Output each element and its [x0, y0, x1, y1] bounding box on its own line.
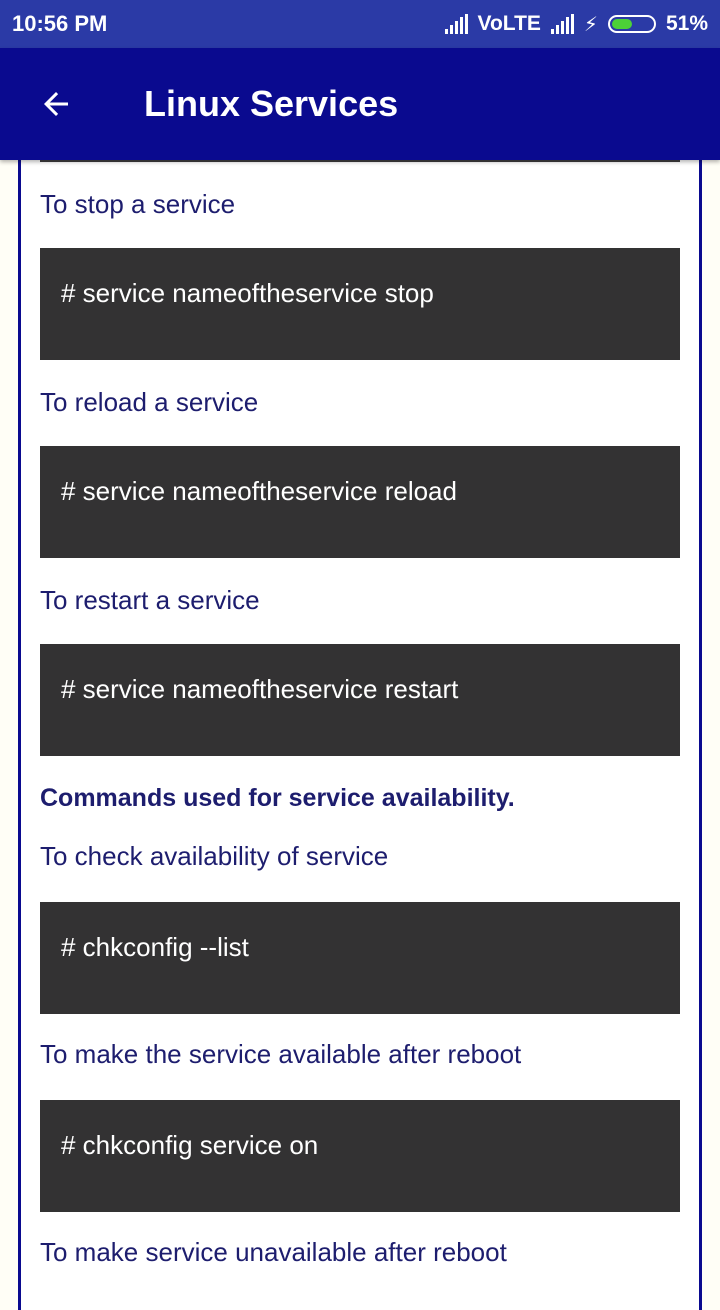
- restart-service-command: # service nameoftheservice restart: [40, 644, 680, 756]
- page-title: Linux Services: [144, 83, 399, 124]
- network-label: VoLTE: [477, 12, 541, 35]
- status-bar: [0, 0, 720, 48]
- enable-service-command: # chkconfig service on: [40, 1100, 680, 1212]
- status-time: 10:56 PM: [12, 11, 108, 36]
- reload-service-label: To reload a service: [40, 387, 259, 417]
- status-indicators: [445, 12, 708, 37]
- availability-heading: Commands used for service availability.: [40, 784, 515, 812]
- stop-service-label: To stop a service: [40, 189, 236, 219]
- previous-code-block-edge: [40, 160, 680, 162]
- battery-fill: [612, 19, 632, 29]
- check-availability-command: # chkconfig --list: [40, 902, 680, 1014]
- signal-icon-secondary: [551, 14, 574, 34]
- enable-service-label: To make the service available after reboot: [40, 1039, 522, 1069]
- stop-service-command: # service nameoftheservice stop: [40, 248, 680, 360]
- battery-percent: 51%: [665, 12, 708, 35]
- app-bar: [0, 48, 720, 160]
- reload-service-command: # service nameoftheservice reload: [40, 446, 680, 558]
- check-availability-label: To check availability of service: [40, 841, 389, 871]
- charging-icon: ⚡: [583, 13, 598, 36]
- battery-icon: [608, 15, 656, 33]
- disable-service-label: To make service unavailable after reboot: [40, 1237, 507, 1267]
- arrow-left-icon[interactable]: [38, 86, 74, 122]
- restart-service-label: To restart a service: [40, 585, 260, 615]
- signal-icon: [445, 14, 468, 34]
